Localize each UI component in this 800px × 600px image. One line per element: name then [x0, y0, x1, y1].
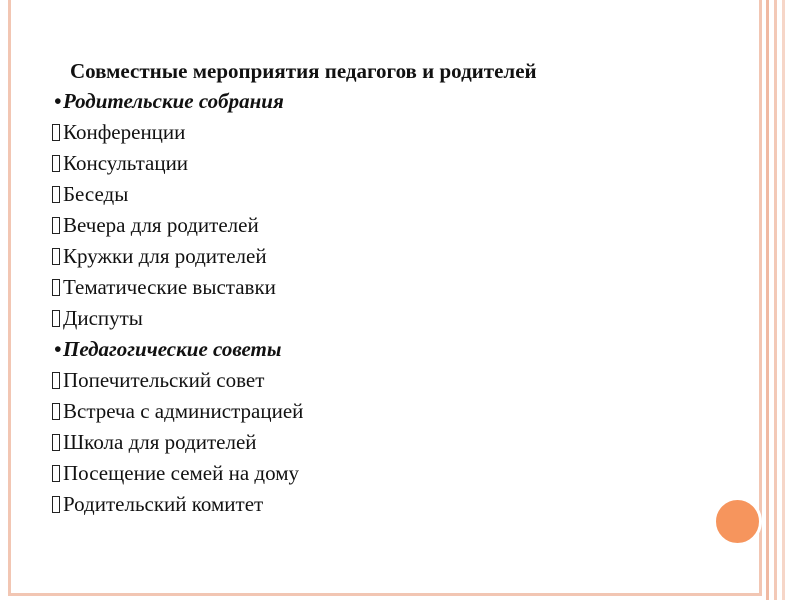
list-item: [52, 489, 732, 520]
section-heading: [52, 334, 732, 365]
list-item: [52, 179, 732, 210]
list-item-label: Посещение семей на дому: [63, 461, 300, 485]
slide-content: [52, 56, 732, 520]
missing-glyph-box-icon: [52, 310, 60, 327]
missing-glyph-box-icon: [52, 279, 60, 296]
list-item: [52, 148, 732, 179]
list-item: [52, 272, 732, 303]
list-item: [52, 396, 732, 427]
missing-glyph-box-icon: [52, 372, 60, 389]
list-item: [52, 303, 732, 334]
list-item: [52, 458, 732, 489]
list-item-label: Встреча с администрацией: [63, 399, 304, 423]
list-item-label: Родительский комитет: [63, 492, 264, 516]
list-item-label: Тематические выставки: [63, 275, 276, 299]
missing-glyph-box-icon: [52, 217, 60, 234]
list-item: [52, 210, 732, 241]
missing-glyph-box-icon: [52, 248, 60, 265]
list-item-label: Диспуты: [63, 306, 143, 330]
list-item-label: Конференции: [63, 120, 186, 144]
list-item: [52, 117, 732, 148]
list-item-label: Беседы: [63, 182, 129, 206]
list-item-label: Попечительский совет: [63, 368, 265, 392]
list-item: [52, 365, 732, 396]
list-item-label: Вечера для родителей: [63, 213, 259, 237]
missing-glyph-box-icon: [52, 155, 60, 172]
section-heading: [52, 86, 732, 117]
decor-stripe: [774, 0, 777, 600]
bullet-dot-icon: •: [54, 337, 62, 361]
list-item: [52, 427, 732, 458]
missing-glyph-box-icon: [52, 403, 60, 420]
list-item-label: Школа для родителей: [63, 430, 257, 454]
missing-glyph-box-icon: [52, 124, 60, 141]
missing-glyph-box-icon: [52, 496, 60, 513]
decor-stripe: [766, 0, 769, 600]
section-label: Педагогические советы: [63, 337, 282, 361]
missing-glyph-box-icon: [52, 186, 60, 203]
list-item-label: Консультации: [63, 151, 189, 175]
list-item-label: Кружки для родителей: [63, 244, 267, 268]
missing-glyph-box-icon: [52, 465, 60, 482]
list-item: [52, 241, 732, 272]
missing-glyph-box-icon: [52, 434, 60, 451]
section-label: Родительские собрания: [63, 89, 284, 113]
slide-title: Совместные мероприятия педагогов и родителей: [70, 59, 537, 83]
decor-stripe: [782, 0, 785, 600]
bullet-dot-icon: •: [54, 89, 62, 113]
